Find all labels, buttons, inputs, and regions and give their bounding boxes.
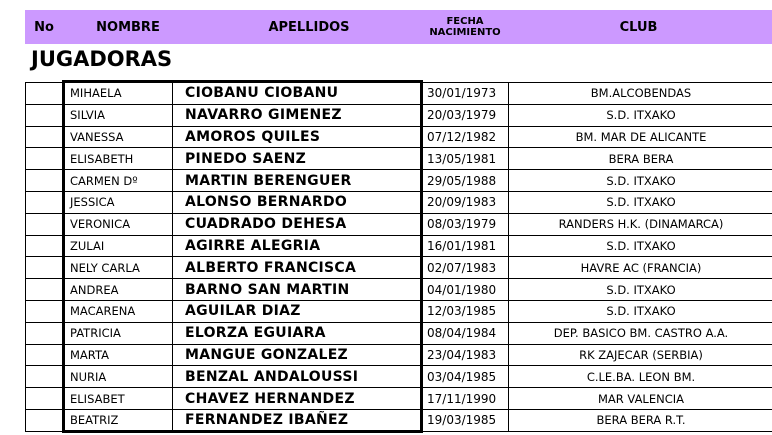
player-first-name: PATRICIA — [64, 322, 173, 344]
table-row — [26, 148, 772, 170]
player-number — [26, 213, 64, 235]
player-number — [26, 344, 64, 366]
header-fecha-line1: FECHA — [446, 16, 484, 27]
player-number — [26, 191, 64, 213]
player-club: S.D. ITXAKO — [509, 300, 772, 322]
player-birthdate: 08/04/1984 — [423, 322, 509, 344]
table-row — [26, 104, 772, 126]
table-row — [26, 213, 772, 235]
player-birthdate: 13/05/1981 — [423, 148, 509, 170]
player-number — [26, 126, 64, 148]
header-fecha-line2: NACIMIENTO — [429, 27, 501, 38]
player-last-name: ALBERTO FRANCISCA — [173, 257, 423, 279]
player-club: C.LE.BA. LEON BM. — [509, 366, 772, 388]
header-fecha — [425, 10, 505, 44]
player-birthdate: 04/01/1980 — [423, 279, 509, 301]
player-number — [26, 83, 64, 105]
player-club: DEP. BASICO BM. CASTRO A.A. — [509, 322, 772, 344]
player-birthdate: 07/12/1982 — [423, 126, 509, 148]
player-birthdate: 20/03/1979 — [423, 104, 509, 126]
player-last-name: AGIRRE ALEGRIA — [173, 235, 423, 257]
player-birthdate: 16/01/1981 — [423, 235, 509, 257]
player-first-name: ELISABET — [64, 388, 173, 410]
player-first-name: SILVIA — [64, 104, 173, 126]
table-row — [26, 279, 772, 301]
player-last-name: ELORZA EGUIARA — [173, 322, 423, 344]
player-first-name: MIHAELA — [64, 83, 173, 105]
table-row — [26, 322, 772, 344]
player-birthdate: 17/11/1990 — [423, 388, 509, 410]
table-row — [26, 300, 772, 322]
player-club: BM.ALCOBENDAS — [509, 83, 772, 105]
header-nombre: NOMBRE — [96, 19, 160, 35]
table-row — [26, 257, 772, 279]
player-club: S.D. ITXAKO — [509, 279, 772, 301]
player-club: RK ZAJECAR (SERBIA) — [509, 344, 772, 366]
table-row — [26, 191, 772, 213]
player-number — [26, 366, 64, 388]
player-last-name: PINEDO SAENZ — [173, 148, 423, 170]
player-birthdate: 20/09/1983 — [423, 191, 509, 213]
header-apellidos: APELLIDOS — [268, 19, 350, 35]
player-number — [26, 322, 64, 344]
player-club: S.D. ITXAKO — [509, 235, 772, 257]
player-birthdate: 08/03/1979 — [423, 213, 509, 235]
table-row — [26, 126, 772, 148]
player-number — [26, 257, 64, 279]
player-club: MAR VALENCIA — [509, 388, 772, 410]
player-first-name: VERONICA — [64, 213, 173, 235]
player-number — [26, 300, 64, 322]
player-number — [26, 279, 64, 301]
player-first-name: BEATRIZ — [64, 409, 173, 431]
table-row — [26, 366, 772, 388]
table-header — [25, 10, 772, 44]
table-row — [26, 83, 772, 105]
player-birthdate: 29/05/1988 — [423, 170, 509, 192]
player-last-name: MARTIN BERENGUER — [173, 170, 423, 192]
player-first-name: CARMEN Dº — [64, 170, 173, 192]
player-birthdate: 30/01/1973 — [423, 83, 509, 105]
player-birthdate: 19/03/1985 — [423, 409, 509, 431]
player-first-name: MARTA — [64, 344, 173, 366]
player-birthdate: 02/07/1983 — [423, 257, 509, 279]
player-last-name: MANGUE GONZALEZ — [173, 344, 423, 366]
player-number — [26, 235, 64, 257]
player-club: S.D. ITXAKO — [509, 191, 772, 213]
player-number — [26, 409, 64, 431]
player-club: S.D. ITXAKO — [509, 170, 772, 192]
player-first-name: VANESSA — [64, 126, 173, 148]
player-last-name: CUADRADO DEHESA — [173, 213, 423, 235]
player-first-name: ELISABETH — [64, 148, 173, 170]
player-last-name: BENZAL ANDALOUSSI — [173, 366, 423, 388]
player-club: BM. MAR DE ALICANTE — [509, 126, 772, 148]
player-first-name: MACARENA — [64, 300, 173, 322]
player-last-name: NAVARRO GIMENEZ — [173, 104, 423, 126]
player-last-name: FERNANDEZ IBAÑEZ — [173, 409, 423, 431]
player-last-name: AMOROS QUILES — [173, 126, 423, 148]
player-club: BERA BERA — [509, 148, 772, 170]
player-number — [26, 170, 64, 192]
player-birthdate: 23/04/1983 — [423, 344, 509, 366]
player-last-name: AGUILAR DIAZ — [173, 300, 423, 322]
player-club: RANDERS H.K. (DINAMARCA) — [509, 213, 772, 235]
table-row — [26, 409, 772, 431]
player-first-name: ZULAI — [64, 235, 173, 257]
player-birthdate: 03/04/1985 — [423, 366, 509, 388]
player-first-name: ANDREA — [64, 279, 173, 301]
section-title: JUGADORAS — [31, 47, 173, 71]
table-row — [26, 235, 772, 257]
player-last-name: CIOBANU CIOBANU — [173, 83, 423, 105]
player-last-name: BARNO SAN MARTIN — [173, 279, 423, 301]
player-birthdate: 12/03/1985 — [423, 300, 509, 322]
player-first-name: NURIA — [64, 366, 173, 388]
player-number — [26, 148, 64, 170]
player-number — [26, 104, 64, 126]
player-first-name: JESSICA — [64, 191, 173, 213]
header-no: No — [34, 19, 54, 35]
player-first-name: NELY CARLA — [64, 257, 173, 279]
player-last-name: ALONSO BERNARDO — [173, 191, 423, 213]
player-club: S.D. ITXAKO — [509, 104, 772, 126]
header-club: CLUB — [619, 19, 658, 35]
player-table — [25, 82, 772, 432]
table-row — [26, 388, 772, 410]
table-row — [26, 170, 772, 192]
player-club: BERA BERA R.T. — [509, 409, 772, 431]
table-row — [26, 344, 772, 366]
player-number — [26, 388, 64, 410]
player-last-name: CHAVEZ HERNANDEZ — [173, 388, 423, 410]
player-club: HAVRE AC (FRANCIA) — [509, 257, 772, 279]
